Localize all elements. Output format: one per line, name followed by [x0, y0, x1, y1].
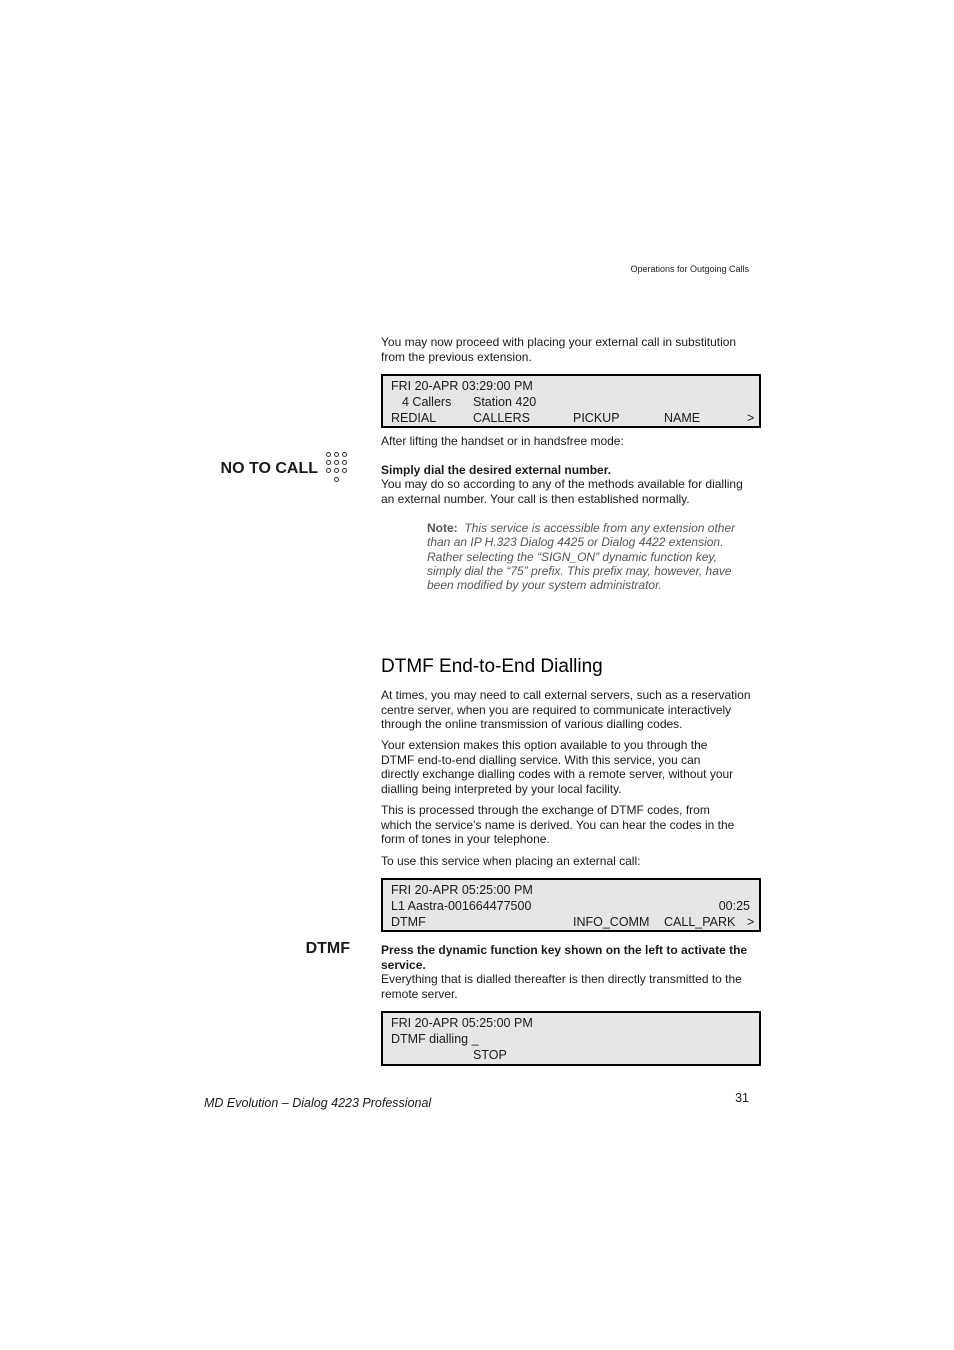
- keypad-icon: [326, 452, 350, 486]
- phone-display-call: [381, 878, 761, 932]
- no-to-call-detail: You may do so according to any of the methods available for dialling an external number. Your call is then established normally.: [381, 477, 743, 506]
- section-title: DTMF End-to-End Dialling: [381, 656, 603, 677]
- softkey-pickup[interactable]: PICKUP: [573, 411, 620, 425]
- dtmf-detail: Everything that is dialled thereafter is then directly transmitted to the remote server.: [381, 972, 742, 1001]
- footer-title: MD Evolution – Dialog 4223 Professional: [204, 1096, 432, 1110]
- phone-display-dtmf: [381, 1011, 761, 1066]
- display-dtmf-status: DTMF dialling _: [391, 1032, 479, 1046]
- section-paragraph-2: Your extension makes this option available to you through the DTMF end-to-end dialling service. With this service, you can directly exchange dialling codes with a remote server, without your dialling being interpreted by your local facility.: [381, 738, 734, 796]
- softkey-info-comm[interactable]: INFO_COMM: [573, 915, 650, 929]
- softkey-callers[interactable]: CALLERS: [473, 411, 530, 425]
- display-call-timer: 00:25: [718, 899, 750, 913]
- section-paragraph-3: This is processed through the exchange of DTMF codes, from which the service’s name is derived. You can hear the codes in the form of tones in your telephone.: [381, 803, 735, 847]
- intro-paragraph: You may now proceed with placing your external call in substitution from the previous extension.: [381, 335, 737, 364]
- display-line-number: L1 Aastra-001664477500: [391, 899, 532, 913]
- phone-display-idle: [381, 374, 761, 428]
- softkey-redial[interactable]: REDIAL: [391, 411, 437, 425]
- display-date-time: FRI 20-APR 05:25:00 PM: [391, 1016, 533, 1030]
- softkey-stop[interactable]: STOP: [473, 1048, 507, 1062]
- note-text: This service is accessible from any extension other than an IP H.323 Dialog 4425 or Dialog 4422 extension. Rather selecting the “SIGN_ON” dynamic function key, simply dial the “75” prefix. This prefix may, however, have been modified by your system administrator.: [427, 521, 736, 593]
- after-lift-text: After lifting the handset or in handsfree mode:: [381, 434, 624, 448]
- no-to-call-instruction: Simply dial the desired external number.: [381, 463, 612, 477]
- softkey-more[interactable]: >: [747, 411, 755, 425]
- display-station: Station 420: [473, 395, 537, 409]
- dtmf-label: DTMF: [305, 940, 350, 957]
- display-date-time: FRI 20-APR 03:29:00 PM: [391, 379, 533, 393]
- note-block: [427, 521, 749, 592]
- softkey-name[interactable]: NAME: [664, 411, 701, 425]
- section-paragraph-4: To use this service when placing an external call:: [381, 854, 641, 868]
- display-date-time: FRI 20-APR 05:25:00 PM: [391, 883, 533, 897]
- softkey-more[interactable]: >: [747, 915, 755, 929]
- section-paragraph-1: At times, you may need to call external servers, such as a reservation centre server, when you are required to communicate interactively through the online transmission of various dialling codes.: [381, 688, 751, 732]
- softkey-dtmf[interactable]: DTMF: [391, 915, 426, 929]
- softkey-call-park[interactable]: CALL_PARK: [664, 915, 736, 929]
- page-number: 31: [735, 1091, 749, 1105]
- dtmf-instruction: Press the dynamic function key shown on the left to activate the service.: [381, 943, 748, 972]
- display-callers-count: 4 Callers: [402, 395, 452, 409]
- no-to-call-label: NO TO CALL: [220, 460, 318, 477]
- running-header: Operations for Outgoing Calls: [630, 264, 749, 274]
- note-label: Note:: [427, 521, 458, 535]
